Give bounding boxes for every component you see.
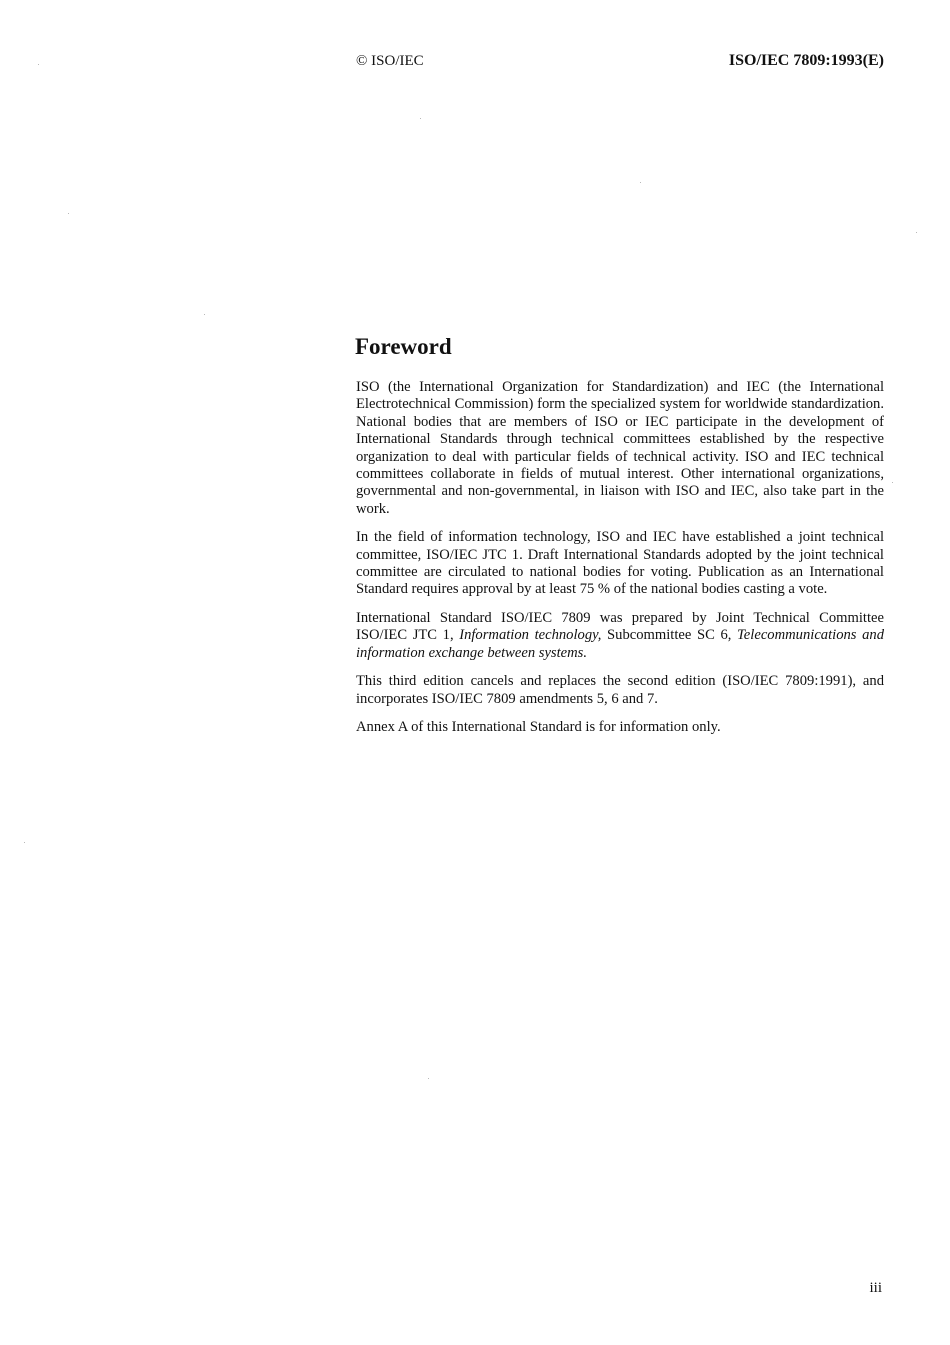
preparation-text-2: Subcommittee SC 6, (601, 627, 738, 644)
paragraph-edition: This third edition cancels and replaces the second edition (ISO/IEC 7809:1991), and incorporates ISO/IEC 7809 amendments 5, 6 and 7. (356, 673, 884, 707)
header-copyright: © ISO/IEC (356, 53, 424, 69)
paragraph-organizations: ISO (the International Organization for Standardization) and IEC (the International Electrotechnical Commission) form the specialized system for worldwide standardization. National bodies that are members of ISO or IEC participate in the development of International Standards through technical committees established by the respective organization to deal with particular fields of technical activity. ISO and IEC technical committees collaborate in fields of mutual interest. Other international organizations, governmental and non-governmental, in liaison with ISO and IEC, also take part in the work. (356, 379, 884, 517)
paragraph-preparation (356, 610, 884, 662)
scan-speck (38, 64, 39, 65)
scan-speck (428, 1078, 429, 1079)
scan-speck (892, 482, 893, 483)
preparation-text-1: International Standard ISO/IEC 7809 was prepared by Joint Technical Committee ISO/IEC JTC 1, (356, 609, 884, 644)
scan-speck (204, 314, 205, 315)
scan-speck (24, 842, 25, 843)
page-number: iii (869, 1280, 882, 1296)
page-title: Foreword (355, 334, 452, 359)
preparation-italic-2: Telecommunications and information exchange between systems. (356, 627, 884, 661)
paragraph-jtc1: In the field of information technology, ISO and IEC have established a joint technical committee, ISO/IEC JTC 1. Draft International Standards adopted by the joint technical committee are circulated to national bodies for voting. Publication as an International Standard requires approval by at least 75 % of the national bodies casting a vote. (356, 529, 884, 598)
header-document-number: ISO/IEC 7809:1993(E) (728, 52, 884, 69)
scan-speck (420, 118, 421, 119)
scan-speck (68, 213, 69, 214)
preparation-italic-1: Information technology, (459, 627, 602, 644)
foreword-body (356, 379, 884, 747)
scan-speck (640, 182, 641, 183)
scan-speck (916, 232, 917, 233)
paragraph-annex: Annex A of this International Standard is for information only. (356, 718, 721, 735)
